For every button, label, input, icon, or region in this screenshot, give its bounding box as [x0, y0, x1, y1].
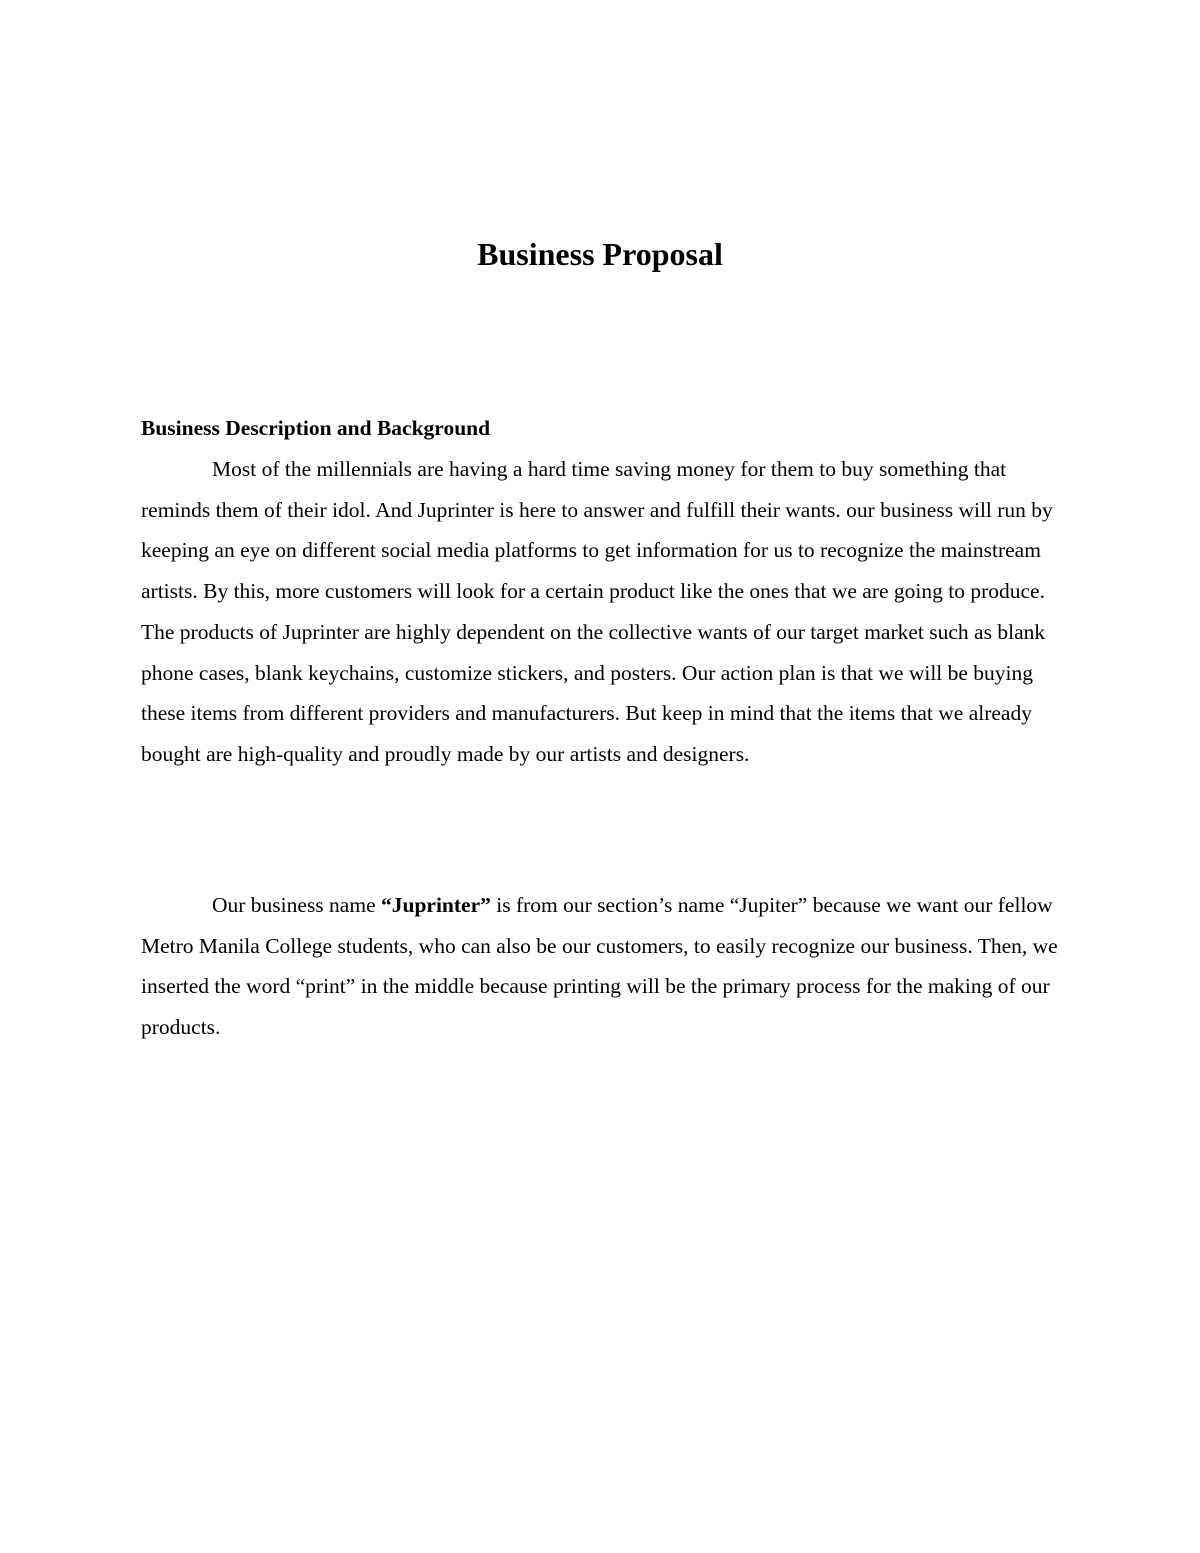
paragraph-text-2-before: Our business name	[212, 893, 381, 917]
paragraph-text-2	[141, 885, 1061, 1048]
paragraph-business-name	[141, 885, 1061, 1048]
section-heading: Business Description and Background	[141, 416, 491, 440]
page-title: Business Proposal	[477, 236, 723, 272]
paragraph-text: Most of the millennials are having a hard time saving money for them to buy something that reminds them of their idol. And Juprinter is here to answer and fulfill their wants. our business will run by keeping an eye on different social media platforms to get information for us to recognize the mainstream artists. By this, more customers will look for a certain product like the ones that we are going to produce. The products of Juprinter are highly dependent on the collective wants of our target market such as blank phone cases, blank keychains, customize stickers, and posters. Our action plan is that we will be buying these items from different providers and manufacturers. But keep in mind that the items that we already bought are high-quality and proudly made by our artists and designers.	[141, 457, 1053, 766]
paragraph-business-description	[141, 449, 1061, 775]
business-name-bold: “Juprinter”	[381, 893, 491, 917]
paragraph-text-2-after: is from our section’s name “Jupiter” because we want our fellow Metro Manila College students, who can also be our customers, to easily recognize our business. Then, we inserted the word “print” in the middle because printing will be the primary process for the making of our products.	[141, 893, 1058, 1040]
